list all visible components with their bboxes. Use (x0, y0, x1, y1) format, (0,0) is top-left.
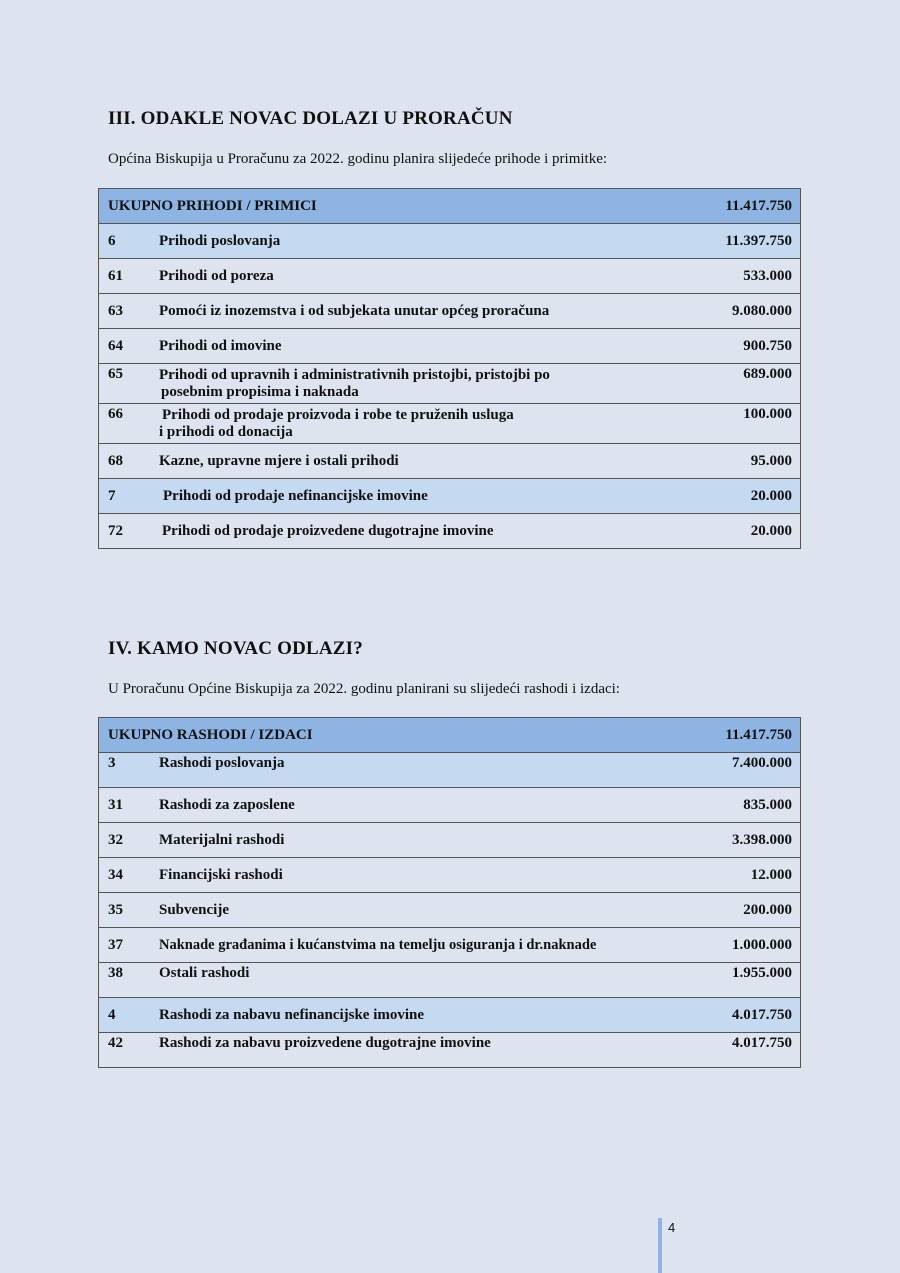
row-value: 200.000 (673, 893, 801, 928)
row-value: 533.000 (673, 259, 801, 294)
table-row (99, 928, 801, 963)
row-code: 35 (99, 893, 151, 928)
row-label (150, 364, 673, 404)
row-label-line1: Prihodi od prodaje proizvoda i robe te pruženih usluga (162, 406, 514, 423)
row-label: Prihodi od poreza (150, 259, 673, 294)
row-code: 34 (99, 858, 151, 893)
row-code: 6 (99, 224, 151, 259)
row-value: 11.397.750 (673, 224, 801, 259)
revenue-total-row (99, 189, 801, 224)
row-label: Ostali rashodi (150, 963, 673, 998)
table-row (99, 893, 801, 928)
row-label-line2: i prihodi od donacija (159, 423, 293, 440)
page-number-bar (658, 1218, 662, 1273)
row-value: 20.000 (673, 479, 801, 514)
row-code: 61 (99, 259, 151, 294)
table-row (99, 1033, 801, 1068)
revenue-total-value: 11.417.750 (673, 189, 801, 224)
row-label: Pomoći iz inozemstva i od subjekata unutar općeg proračuna (150, 294, 673, 329)
expenses-intro: U Proračunu Općine Biskupija za 2022. godinu planirani su slijedeći rashodi i izdaci: (108, 681, 620, 697)
row-code: 31 (99, 788, 151, 823)
row-value: 95.000 (673, 444, 801, 479)
row-value: 1.000.000 (673, 928, 801, 963)
row-label: Financijski rashodi (150, 858, 673, 893)
row-code: 64 (99, 329, 151, 364)
row-value: 7.400.000 (673, 753, 801, 788)
expenses-total-label: UKUPNO RASHODI / IZDACI (99, 718, 674, 753)
row-code: 65 (99, 364, 151, 404)
row-label-line1: Prihodi od upravnih i administrativnih pristojbi, pristojbi po (159, 366, 550, 383)
table-row (99, 858, 801, 893)
row-value: 835.000 (673, 788, 801, 823)
row-code: 4 (99, 998, 151, 1033)
table-row (99, 224, 801, 259)
row-value: 689.000 (673, 364, 801, 404)
expenses-heading: IV. KAMO NOVAC ODLAZI? (108, 638, 363, 659)
row-label: Materijalni rashodi (150, 823, 673, 858)
revenue-table (98, 188, 801, 549)
row-label: Prihodi poslovanja (150, 224, 673, 259)
row-code: 3 (99, 753, 151, 788)
expenses-total-value: 11.417.750 (673, 718, 801, 753)
row-value: 3.398.000 (673, 823, 801, 858)
row-label: Naknade građanima i kućanstvima na temelju osiguranja i dr.naknade (150, 928, 673, 963)
table-row (99, 963, 801, 998)
row-value: 4.017.750 (673, 1033, 801, 1068)
table-row (99, 788, 801, 823)
row-label: Rashodi za nabavu nefinancijske imovine (150, 998, 673, 1033)
row-code: 42 (99, 1033, 151, 1068)
row-label: Kazne, upravne mjere i ostali prihodi (150, 444, 673, 479)
page-number: 4 (668, 1220, 676, 1235)
row-label: Rashodi za nabavu proizvedene dugotrajne imovine (150, 1033, 673, 1068)
expenses-table (98, 717, 801, 1068)
row-value: 12.000 (673, 858, 801, 893)
table-row (99, 998, 801, 1033)
revenue-total-label: UKUPNO PRIHODI / PRIMICI (99, 189, 674, 224)
row-value: 100.000 (673, 404, 801, 444)
row-value: 4.017.750 (673, 998, 801, 1033)
row-label: Prihodi od imovine (150, 329, 673, 364)
row-value: 1.955.000 (673, 963, 801, 998)
row-label-line2: posebnim propisima i naknada (161, 383, 359, 400)
row-label (150, 404, 673, 444)
table-row (99, 364, 801, 404)
row-value: 900.750 (673, 329, 801, 364)
table-row (99, 514, 801, 549)
row-code: 37 (99, 928, 151, 963)
row-value: 9.080.000 (673, 294, 801, 329)
row-code: 63 (99, 294, 151, 329)
table-row (99, 479, 801, 514)
row-label: Rashodi poslovanja (150, 753, 673, 788)
table-row (99, 259, 801, 294)
table-row (99, 753, 801, 788)
table-row (99, 444, 801, 479)
row-code: 66 (99, 404, 151, 444)
row-code: 72 (99, 514, 151, 549)
row-label: Prihodi od prodaje proizvedene dugotrajne imovine (150, 514, 673, 549)
row-value: 20.000 (673, 514, 801, 549)
row-code: 38 (99, 963, 151, 998)
row-label: Subvencije (150, 893, 673, 928)
row-label: Prihodi od prodaje nefinancijske imovine (150, 479, 673, 514)
revenue-intro: Općina Biskupija u Proračunu za 2022. godinu planira slijedeće prihode i primitke: (108, 151, 608, 167)
table-row (99, 404, 801, 444)
expenses-total-row (99, 718, 801, 753)
table-row (99, 294, 801, 329)
row-code: 32 (99, 823, 151, 858)
row-code: 7 (99, 479, 151, 514)
row-label: Rashodi za zaposlene (150, 788, 673, 823)
table-row (99, 823, 801, 858)
row-code: 68 (99, 444, 151, 479)
table-row (99, 329, 801, 364)
revenue-heading: III. ODAKLE NOVAC DOLAZI U PRORAČUN (108, 108, 513, 129)
